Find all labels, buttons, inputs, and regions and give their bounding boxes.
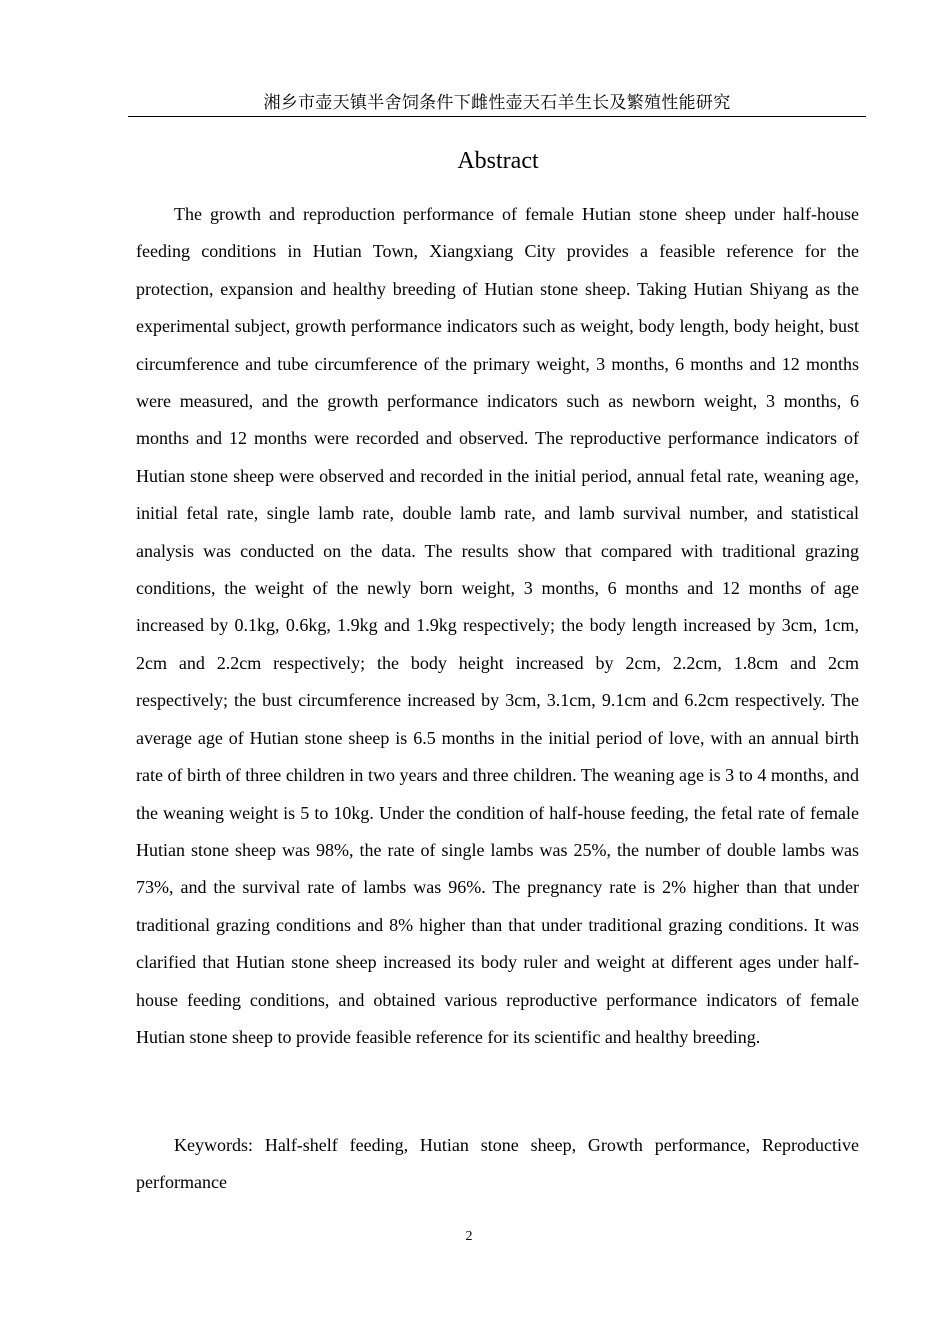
page-number: 2: [465, 1229, 473, 1244]
abstract-body: The growth and reproduction performance of female Hutian stone sheep under half-house feeding conditions in Hutian Town, Xiangxiang City provides a feasible reference for the protection, expansion and healthy breeding of Hutian stone sheep. Taking Hutian Shiyang as the experimental subject, growth performance indicators such as weight, body length, body height, bust circumference and tube circumference of the primary weight, 3 months, 6 months and 12 months were measured, and the growth performance indicators such as newborn weight, 3 months, 6 months and 12 months were recorded and observed. The reproductive performance indicators of Hutian stone sheep were observed and recorded in the initial period, annual fetal rate, weaning age, initial fetal rate, single lamb rate, double lamb rate, and lamb survival number, and statistical analysis was conducted on the data. The results show that compared with traditional grazing conditions, the weight of the newly born weight, 3 months, 6 months and 12 months of age increased by 0.1kg, 0.6kg, 1.9kg and 1.9kg respectively; the body length increased by 3cm, 1cm, 2cm and 2.2cm respectively; the body height increased by 2cm, 2.2cm, 1.8cm and 2cm respectively; the bust circumference increased by 3cm, 3.1cm, 9.1cm and 6.2cm respectively. The average age of Hutian stone sheep is 6.5 months in the initial period of love, with an annual birth rate of birth of three children in two years and three children. The weaning age is 3 to 4 months, and the weaning weight is 5 to 10kg. Under the condition of half-house feeding, the fetal rate of female Hutian stone sheep was 98%, the rate of single lambs was 25%, the number of double lambs was 73%, and the survival rate of lambs was 96%. The pregnancy rate is 2% higher than that under traditional grazing conditions and 8% higher than that under traditional grazing conditions. It was clarified that Hutian stone sheep increased its body ruler and weight at different ages under half-house feeding conditions, and obtained various reproductive performance indicators of female Hutian stone sheep to provide feasible reference for its scientific and healthy breeding.: [136, 204, 859, 1047]
running-header: [128, 92, 866, 117]
abstract-title: Abstract: [457, 148, 539, 174]
running-title: 湘乡市壶天镇半舍饲条件下雌性壶天石羊生长及繁殖性能研究: [263, 93, 731, 113]
keywords-paragraph: Keywords: Half-shelf feeding, Hutian stone sheep, Growth performance, Reproductive performance: [136, 1135, 859, 1193]
